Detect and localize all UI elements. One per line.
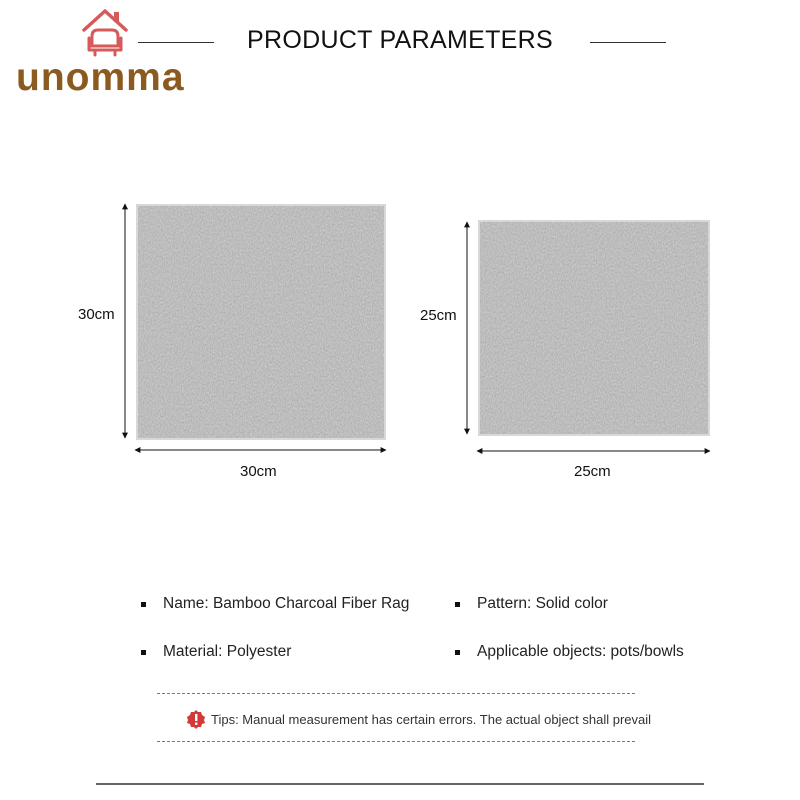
tips-text: Tips: Manual measurement has certain errors. The actual object shall prevail xyxy=(211,711,652,727)
tips-row xyxy=(186,709,651,729)
spec-material: Material: Polyester xyxy=(163,643,292,660)
width-label-small: 25cm xyxy=(574,463,611,480)
width-label-large: 30cm xyxy=(240,463,277,480)
footer-rule xyxy=(96,783,704,785)
tips-divider-bottom xyxy=(157,741,635,742)
spec-list xyxy=(0,593,800,673)
height-label-large: 30cm xyxy=(78,306,115,323)
spec-applicable-objects: Applicable objects: pots/bowls xyxy=(477,643,684,660)
warning-icon xyxy=(186,709,206,729)
tips-divider-top xyxy=(157,693,635,694)
height-label-small: 25cm xyxy=(420,307,457,324)
spec-name: Name: Bamboo Charcoal Fiber Rag xyxy=(163,595,410,612)
page-title: PRODUCT PARAMETERS xyxy=(247,26,553,54)
brand-name: unomma xyxy=(16,56,185,99)
spec-pattern: Pattern: Solid color xyxy=(477,595,608,612)
